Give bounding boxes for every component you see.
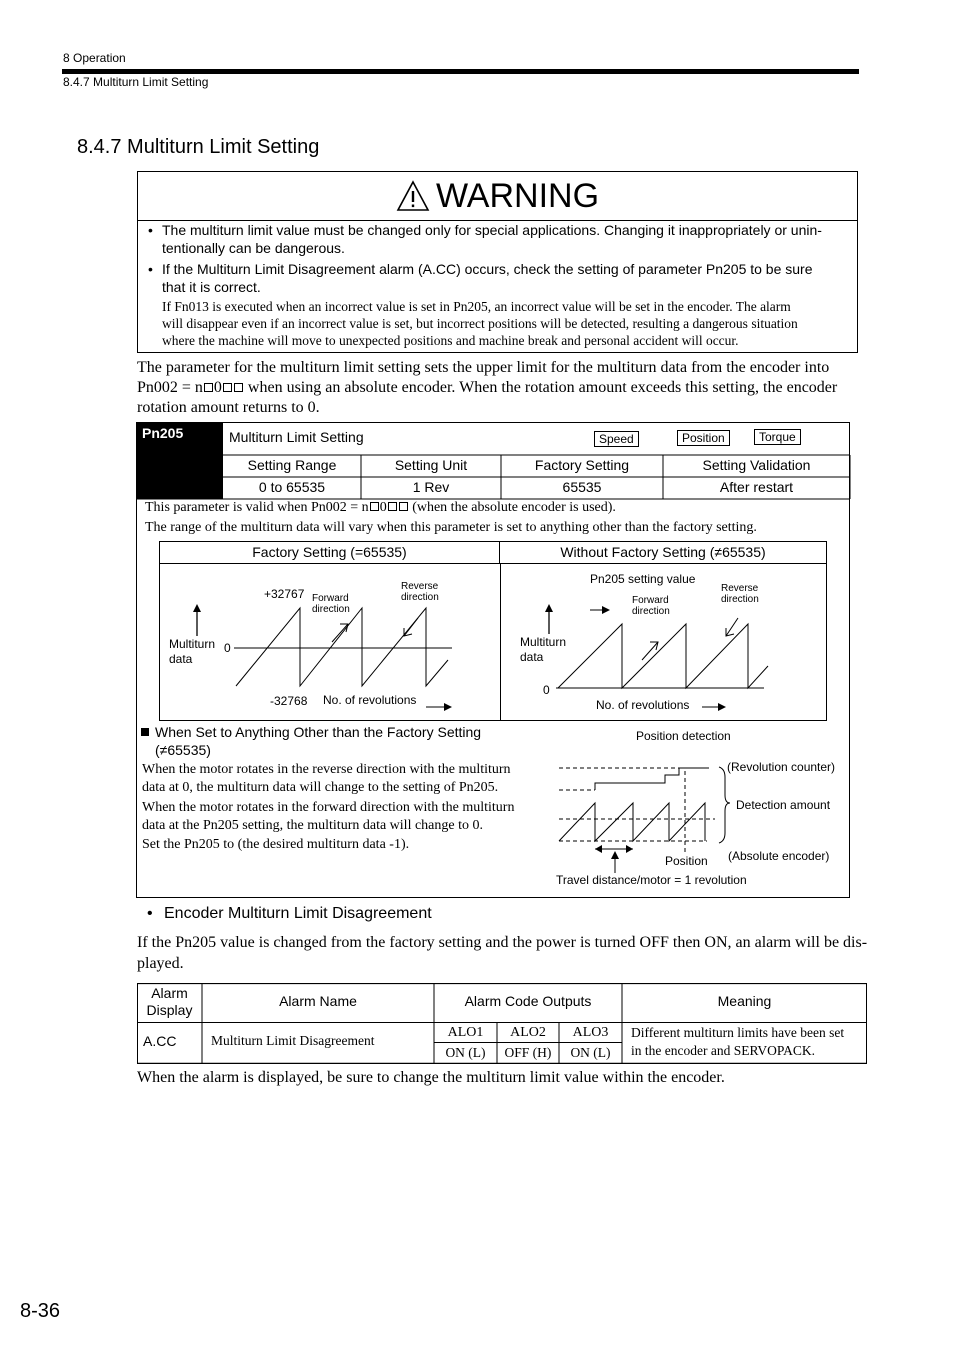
travel-distance-label: Travel distance/motor = 1 revolution [556, 873, 747, 887]
warning-box [137, 171, 858, 353]
value-setting-range: 0 to 65535 [258, 479, 326, 495]
param-note-1b: 0 [379, 500, 387, 515]
value-setting-validation: After restart [719, 479, 794, 495]
warning-title: WARNING [435, 177, 600, 215]
header-setting-unit: Setting Unit [394, 457, 468, 473]
parameter-name: Multiturn Limit Setting [229, 429, 364, 445]
alarm-name-header: Alarm Name [279, 993, 357, 1009]
factory-setting-title: Factory Setting (=65535) [160, 542, 500, 564]
position-label: Position [665, 854, 708, 868]
right-forward-line-1: Forward [632, 595, 669, 606]
page-number: 8-36 [20, 1300, 61, 1322]
warning-bullet-2-line-1: If the Multiturn Limit Disagreement alarm (A.CC) occurs, check the setting of parameter Pn205 to be sure [162, 261, 813, 277]
warning-triangle-icon [396, 180, 430, 212]
right-xlabel: No. of revolutions [596, 698, 690, 712]
disagreement-bullet-dot: • [147, 905, 153, 922]
left-reverse-label [401, 581, 439, 603]
param-note-1c: (when the absolute encoder is used). [408, 500, 616, 515]
right-ylabel [520, 635, 566, 665]
left-forward-line-1: Forward [312, 593, 349, 604]
other-setting-p2-line-2: data at the Pn205 setting, the multiturn data will change to 0. [142, 818, 483, 833]
other-setting-p1-line-2: data at 0, the multiturn data will change to the setting of Pn205. [142, 780, 499, 795]
square-bullet-icon [141, 728, 149, 736]
meaning-line-1: Different multiturn limits have been set [631, 1025, 845, 1040]
right-zero-label: 0 [543, 683, 550, 697]
placeholder-square-icon [204, 383, 213, 392]
left-ylabel-line-2: data [169, 652, 193, 666]
disagreement-heading: Encoder Multiturn Limit Disagreement [164, 905, 432, 922]
position-tag: Position [677, 430, 730, 446]
other-setting-heading [141, 723, 481, 741]
section-title: 8.4.7 Multiturn Limit Setting [77, 136, 320, 158]
value-setting-unit: 1 Rev [412, 479, 450, 495]
right-ylabel-line-2: data [520, 650, 544, 664]
other-setting-p2-line-1: When the motor rotates in the forward direction with the multiturn [142, 800, 515, 815]
bullet-dot: • [148, 261, 153, 277]
placeholder-square-icon [399, 502, 408, 511]
left-ylabel-line-1: Multiturn [169, 637, 216, 651]
alarm-name-value: Multiturn Limit Disagreement [211, 1033, 375, 1048]
param-note-2: The range of the multiturn data will vary when this parameter is set to anything other than the factory setting. [145, 520, 757, 535]
header-rule [62, 69, 859, 74]
meaning-line-2: in the encoder and SERVOPACK. [631, 1043, 816, 1058]
intro-line-3: rotation amount returns to 0. [137, 399, 320, 416]
disagreement-line-1: If the Pn205 value is changed from the factory setting and the power is turned OFF then ON, an alarm will be dis- [137, 934, 868, 951]
alo3-header: ALO3 [572, 1025, 609, 1040]
left-xlabel: No. of revolutions [323, 693, 417, 707]
param-note-1 [145, 499, 616, 517]
running-header-chapter: 8 Operation [63, 51, 126, 65]
right-forward-label [632, 595, 670, 617]
alarm-display-value: A.CC [143, 1033, 177, 1049]
alarm-display-header [137, 985, 202, 1019]
right-reverse-label [721, 583, 759, 605]
intro-line-2 [137, 378, 837, 398]
alarm-display-header-line-1: Alarm [151, 985, 188, 1001]
value-factory-setting: 65535 [562, 479, 602, 495]
intro-line-2b: 0 [213, 379, 222, 396]
alo1-header: ALO1 [447, 1025, 484, 1040]
left-zero-label: 0 [224, 641, 231, 655]
without-factory-setting-title: Without Factory Setting (≠65535) [500, 542, 826, 564]
other-setting-p1-line-1: When the motor rotates in the reverse direction with the multiturn [142, 762, 511, 777]
intro-line-2c: when using an absolute encoder. When the rotation amount exceeds this setting, the encoder [243, 379, 838, 396]
left-ylabel [169, 637, 215, 667]
meaning-value [631, 1024, 844, 1060]
detection-amount-label: Detection amount [736, 798, 831, 812]
placeholder-square-icon [234, 383, 243, 392]
header-factory-setting: Factory Setting [534, 457, 630, 473]
other-setting-heading-line-2: (≠65535) [155, 742, 211, 758]
left-min-label: -32768 [270, 694, 308, 708]
position-detection-title: Position detection [636, 729, 731, 743]
placeholder-square-icon [388, 502, 397, 511]
alarm-table [137, 983, 867, 1064]
param-note-1a: This parameter is valid when Pn002 = n [145, 500, 369, 515]
alo3-value: ON (L) [570, 1045, 611, 1060]
left-max-label: +32767 [264, 587, 305, 601]
other-setting-p3: Set the Pn205 to (the desired multiturn data -1). [142, 837, 410, 852]
warning-bullet-1-line-2: tentionally can be dangerous. [162, 240, 345, 256]
warning-bullet-1-line-1: The multiturn limit value must be changed only for special applications. Changing it inappropriately or unin- [162, 222, 822, 238]
alo2-header: ALO2 [510, 1025, 546, 1040]
multiturn-diagram [159, 541, 827, 721]
alarm-code-outputs-header: Alarm Code Outputs [464, 993, 592, 1009]
header-setting-validation: Setting Validation [702, 457, 811, 473]
disagreement-line-2: played. [137, 955, 184, 972]
left-forward-line-2: direction [312, 604, 350, 615]
right-reverse-line-1: Reverse [721, 583, 759, 594]
right-forward-line-2: direction [632, 606, 670, 617]
warning-header [138, 172, 857, 221]
warning-note-line-3: where the machine will move to unexpected positions and machine break and personal accident will occur. [162, 333, 739, 348]
warning-bullet-2-line-2: that it is correct. [162, 279, 261, 295]
warning-note-line-1: If Fn013 is executed when an incorrect value is set in Pn205, an incorrect value will be set in the encoder. The alarm [162, 299, 791, 314]
placeholder-square-icon [223, 383, 232, 392]
running-header-section: 8.4.7 Multiturn Limit Setting [63, 75, 209, 89]
header-setting-range: Setting Range [247, 457, 337, 473]
bullet-dot: • [148, 222, 153, 238]
alo1-value: ON (L) [445, 1045, 486, 1060]
right-top-label: Pn205 setting value [590, 572, 696, 586]
alo2-value: OFF (H) [504, 1045, 552, 1060]
right-ylabel-line-1: Multiturn [520, 635, 567, 649]
warning-note-line-2: will disappear even if an incorrect value is set, but incorrect positions will be detected, resulting a dangerous situation [162, 316, 798, 331]
closing-text: When the alarm is displayed, be sure to change the multiturn limit value within the encoder. [137, 1069, 725, 1086]
left-reverse-line-2: direction [401, 592, 439, 603]
left-forward-label [312, 593, 350, 615]
left-reverse-line-1: Reverse [401, 581, 439, 592]
meaning-header: Meaning [717, 993, 772, 1009]
revolution-counter-label: (Revolution counter) [727, 760, 836, 774]
speed-tag: Speed [594, 431, 639, 447]
absolute-encoder-label: (Absolute encoder) [728, 849, 830, 863]
placeholder-square-icon [370, 502, 379, 511]
intro-line-1: The parameter for the multiturn limit setting sets the upper limit for the multiturn data from the encoder into [137, 359, 830, 376]
right-reverse-line-2: direction [721, 594, 759, 605]
parameter-number: Pn205 [137, 423, 223, 499]
other-setting-heading-line-1: When Set to Anything Other than the Factory Setting [155, 724, 482, 740]
intro-line-2a: Pn002 = n [137, 379, 203, 396]
alarm-display-header-line-2: Display [146, 1002, 193, 1018]
torque-tag: Torque [754, 429, 801, 445]
parameter-box [136, 422, 850, 898]
